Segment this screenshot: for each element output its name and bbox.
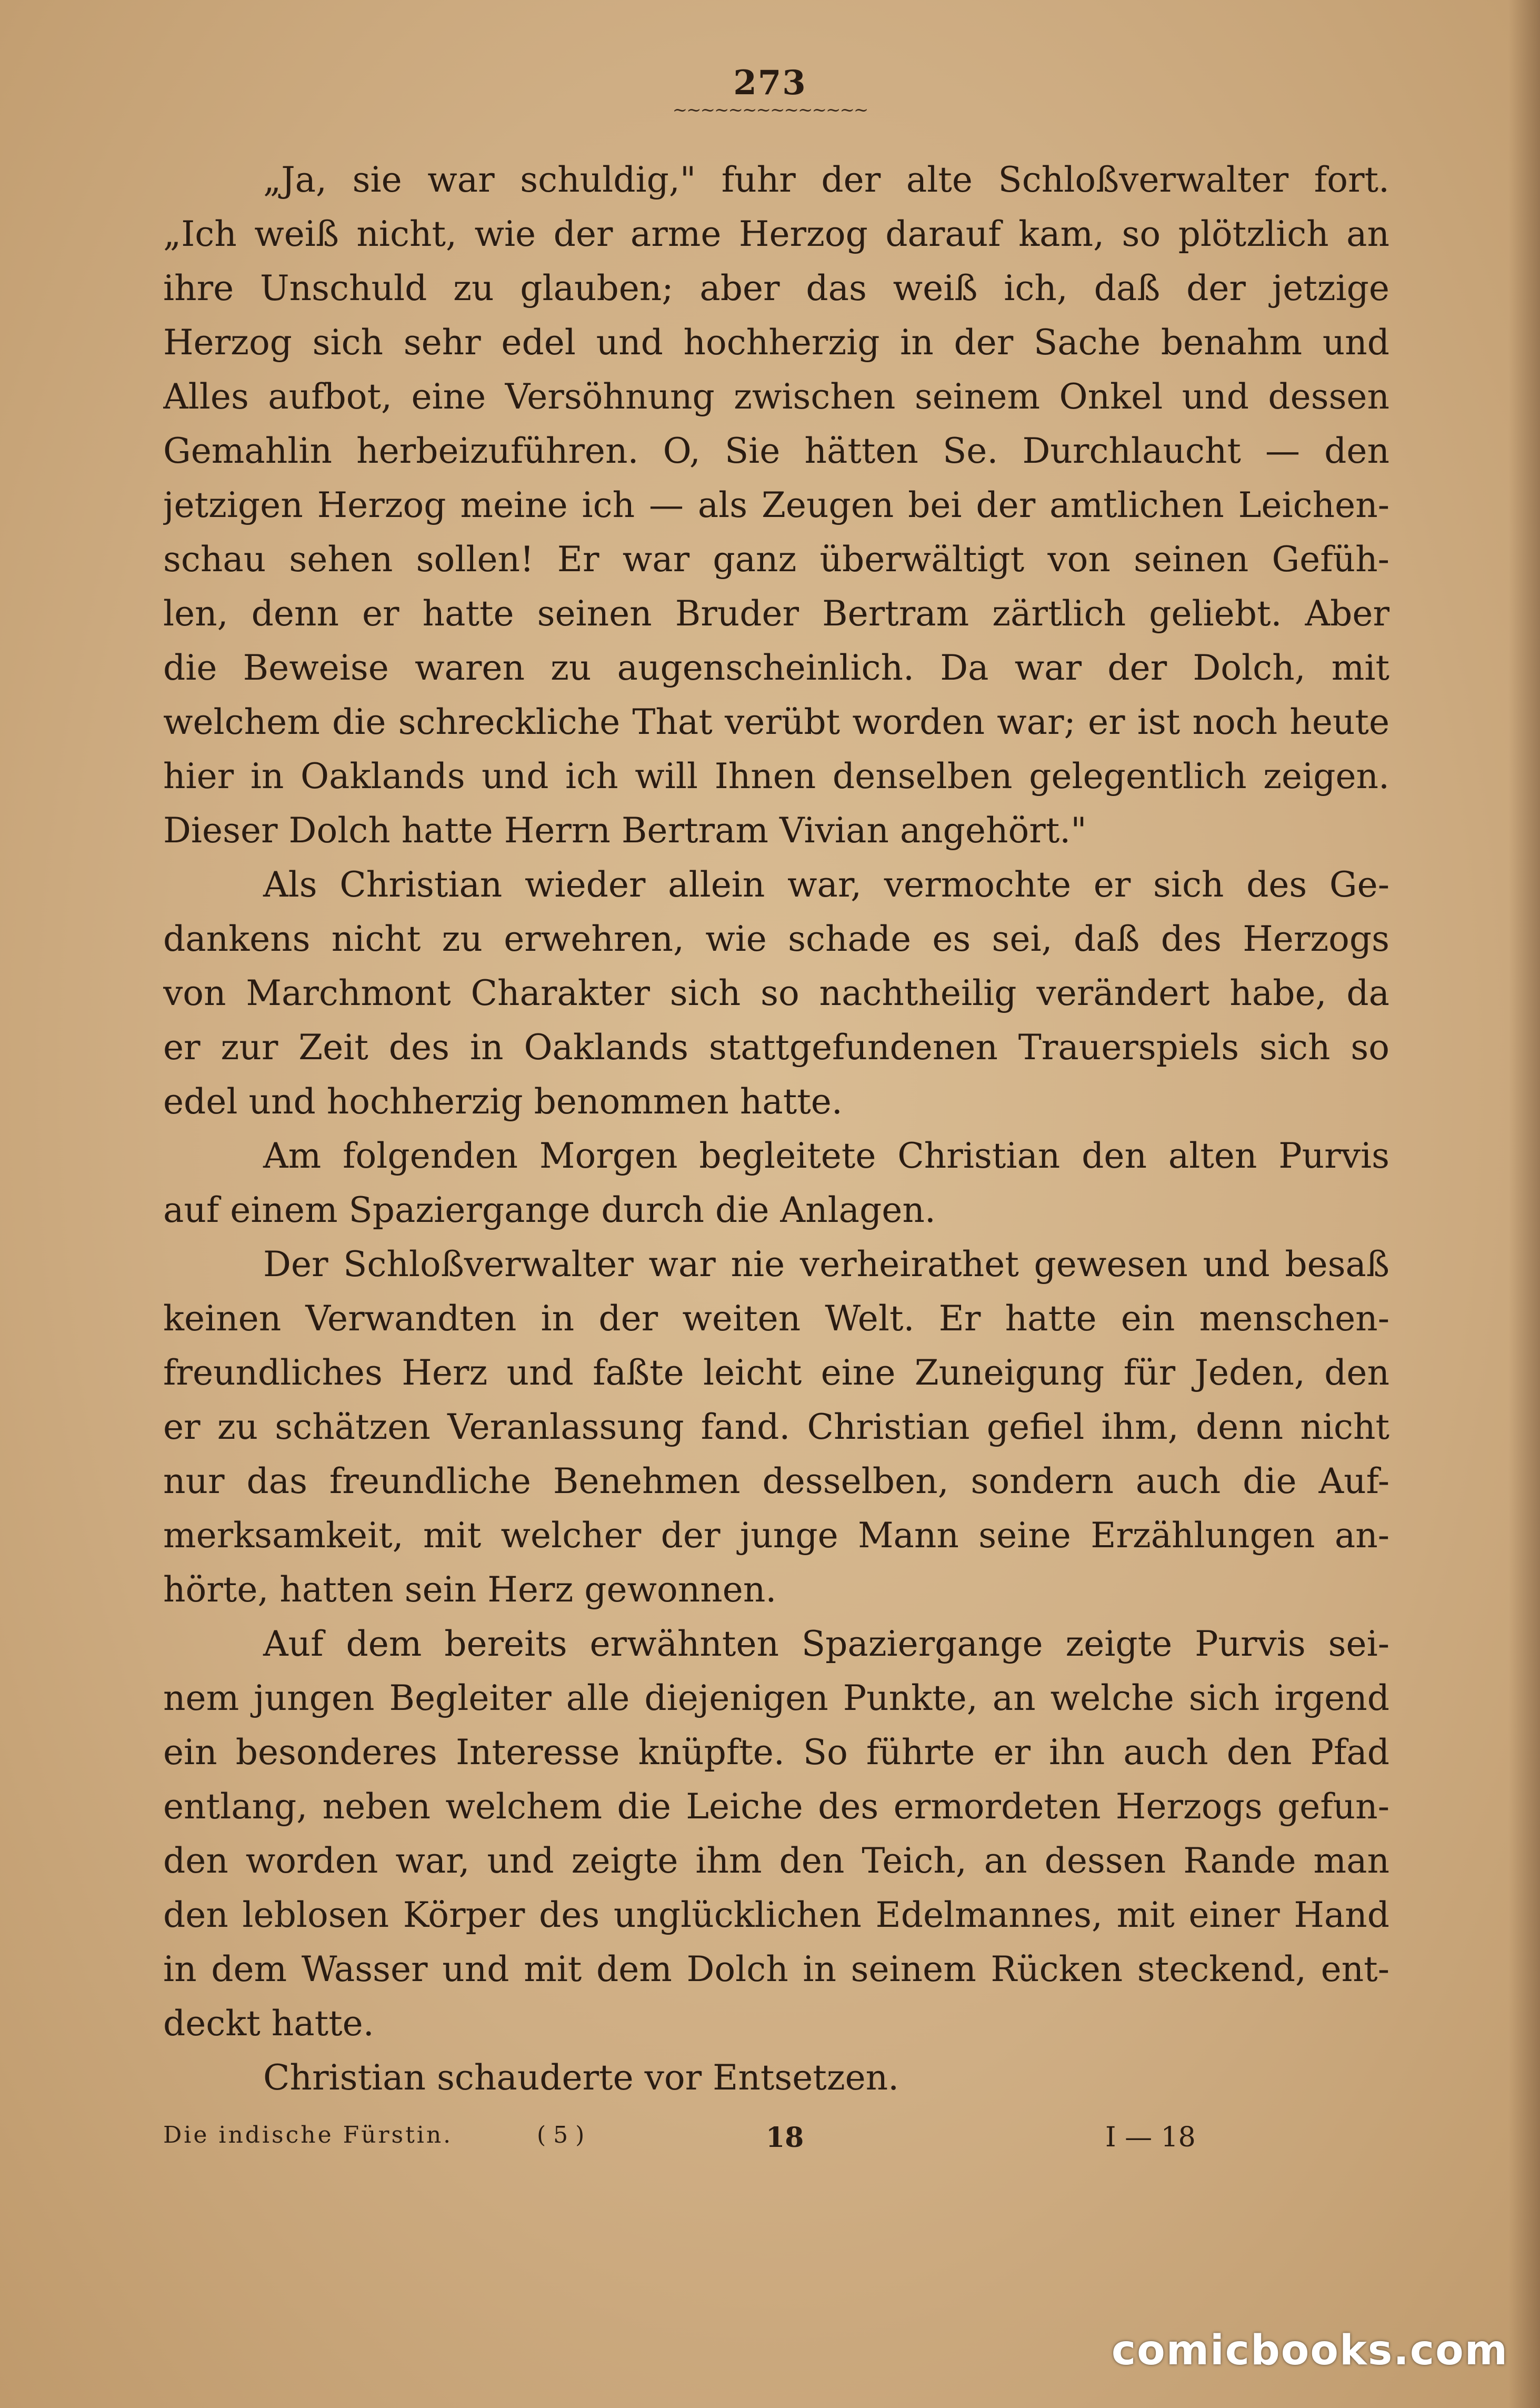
text-line: er zur Zeit des in Oaklands stattgefundenen Trauerspiels sich so [163,1027,1389,1068]
text-line: Gemahlin herbeizuführen. O, Sie hätten Se. Durchlaucht — den [163,431,1389,471]
text-line: ein besonderes Interesse knüpfte. So führte er ihn auch den Pfad [163,1732,1389,1773]
body-text [163,153,1389,2105]
text-line: die Beweise waren zu augenscheinlich. Da war der Dolch, mit [163,648,1389,688]
page-header [0,63,1540,121]
text-line: nur das freundliche Benehmen desselben, sondern auch die Auf- [163,1461,1389,1501]
text-line: den leblosen Körper des unglücklichen Edelmannes, mit einer Hand [163,1895,1389,1935]
text-line: Am folgenden Morgen begleitete Christian den alten Purvis [263,1136,1389,1176]
text-line: Als Christian wieder allein war, vermochte er sich des Ge- [263,864,1389,905]
text-line: Alles aufbot, eine Versöhnung zwischen seinem Onkel und dessen [163,376,1389,417]
text-line: hier in Oaklands und ich will Ihnen denselben gelegentlich zeigen. [163,756,1389,797]
text-line: Der Schloßverwalter war nie verheirathet gewesen und besaß [263,1244,1389,1285]
footer-volume: ( 5 ) [537,2122,585,2148]
text-line: Christian schauderte vor Entsetzen. [263,2057,899,2098]
page-edge-shadow [1508,0,1540,2408]
text-line: in dem Wasser und mit dem Dolch in seinem Rücken steckend, ent- [163,1949,1389,1989]
text-line: nem jungen Begleiter alle diejenigen Punkte, an welche sich irgend [163,1678,1389,1718]
text-line: jetzigen Herzog meine ich — als Zeugen bei der amtlichen Leichen- [163,485,1389,525]
text-line: Herzog sich sehr edel und hochherzig in der Sache benahm und [163,322,1389,363]
text-line: er zu schätzen Veranlassung fand. Christian gefiel ihm, denn nicht [163,1407,1389,1447]
watermark-text: comicbooks.com [1111,2327,1508,2374]
footer-book-title: Die indische Fürstin. [163,2122,453,2148]
footer-signature: I — 18 [1105,2122,1196,2153]
text-line: entlang, neben welchem die Leiche des ermordeten Herzogs gefun- [163,1786,1389,1827]
text-line: freundliches Herz und faßte leicht eine Zuneigung für Jeden, den [163,1352,1389,1393]
text-line: keinen Verwandten in der weiten Welt. Er hatte ein menschen- [163,1298,1389,1339]
text-line: deckt hatte. [163,2003,374,2044]
text-line: dankens nicht zu erwehren, wie schade es sei, daß des Herzogs [163,919,1389,959]
text-line: Auf dem bereits erwähnten Spaziergange zeigte Purvis sei- [263,1624,1389,1664]
text-line: hörte, hatten sein Herz gewonnen. [163,1569,777,1610]
footer-sheet-number: 18 [766,2122,804,2154]
header-ornament: ~~~~~~~~~~~~~~ [672,99,868,121]
text-line: len, denn er hatte seinen Bruder Bertram zärtlich geliebt. Aber [163,593,1389,634]
page-footer [163,2122,1389,2169]
text-line: schau sehen sollen! Er war ganz überwältigt von seinen Gefüh- [163,539,1389,580]
page-number: 273 [733,63,807,103]
text-line: von Marchmont Charakter sich so nachtheilig verändert habe, da [163,973,1389,1013]
text-line: den worden war, und zeigte ihm den Teich, an dessen Rande man [163,1840,1389,1881]
text-line: Dieser Dolch hatte Herrn Bertram Vivian angehört." [163,810,1087,851]
text-line: „Ja, sie war schuldig," fuhr der alte Schloßverwalter fort. [263,160,1389,200]
text-line: „Ich weiß nicht, wie der arme Herzog darauf kam, so plötzlich an [163,214,1389,254]
text-line: auf einem Spaziergange durch die Anlagen. [163,1190,936,1230]
text-line: ihre Unschuld zu glauben; aber das weiß ich, daß der jetzige [163,268,1389,309]
text-line: edel und hochherzig benommen hatte. [163,1081,843,1122]
text-line: welchem die schreckliche That verübt worden war; er ist noch heute [163,702,1389,742]
text-line: merksamkeit, mit welcher der junge Mann seine Erzählungen an- [163,1515,1389,1556]
